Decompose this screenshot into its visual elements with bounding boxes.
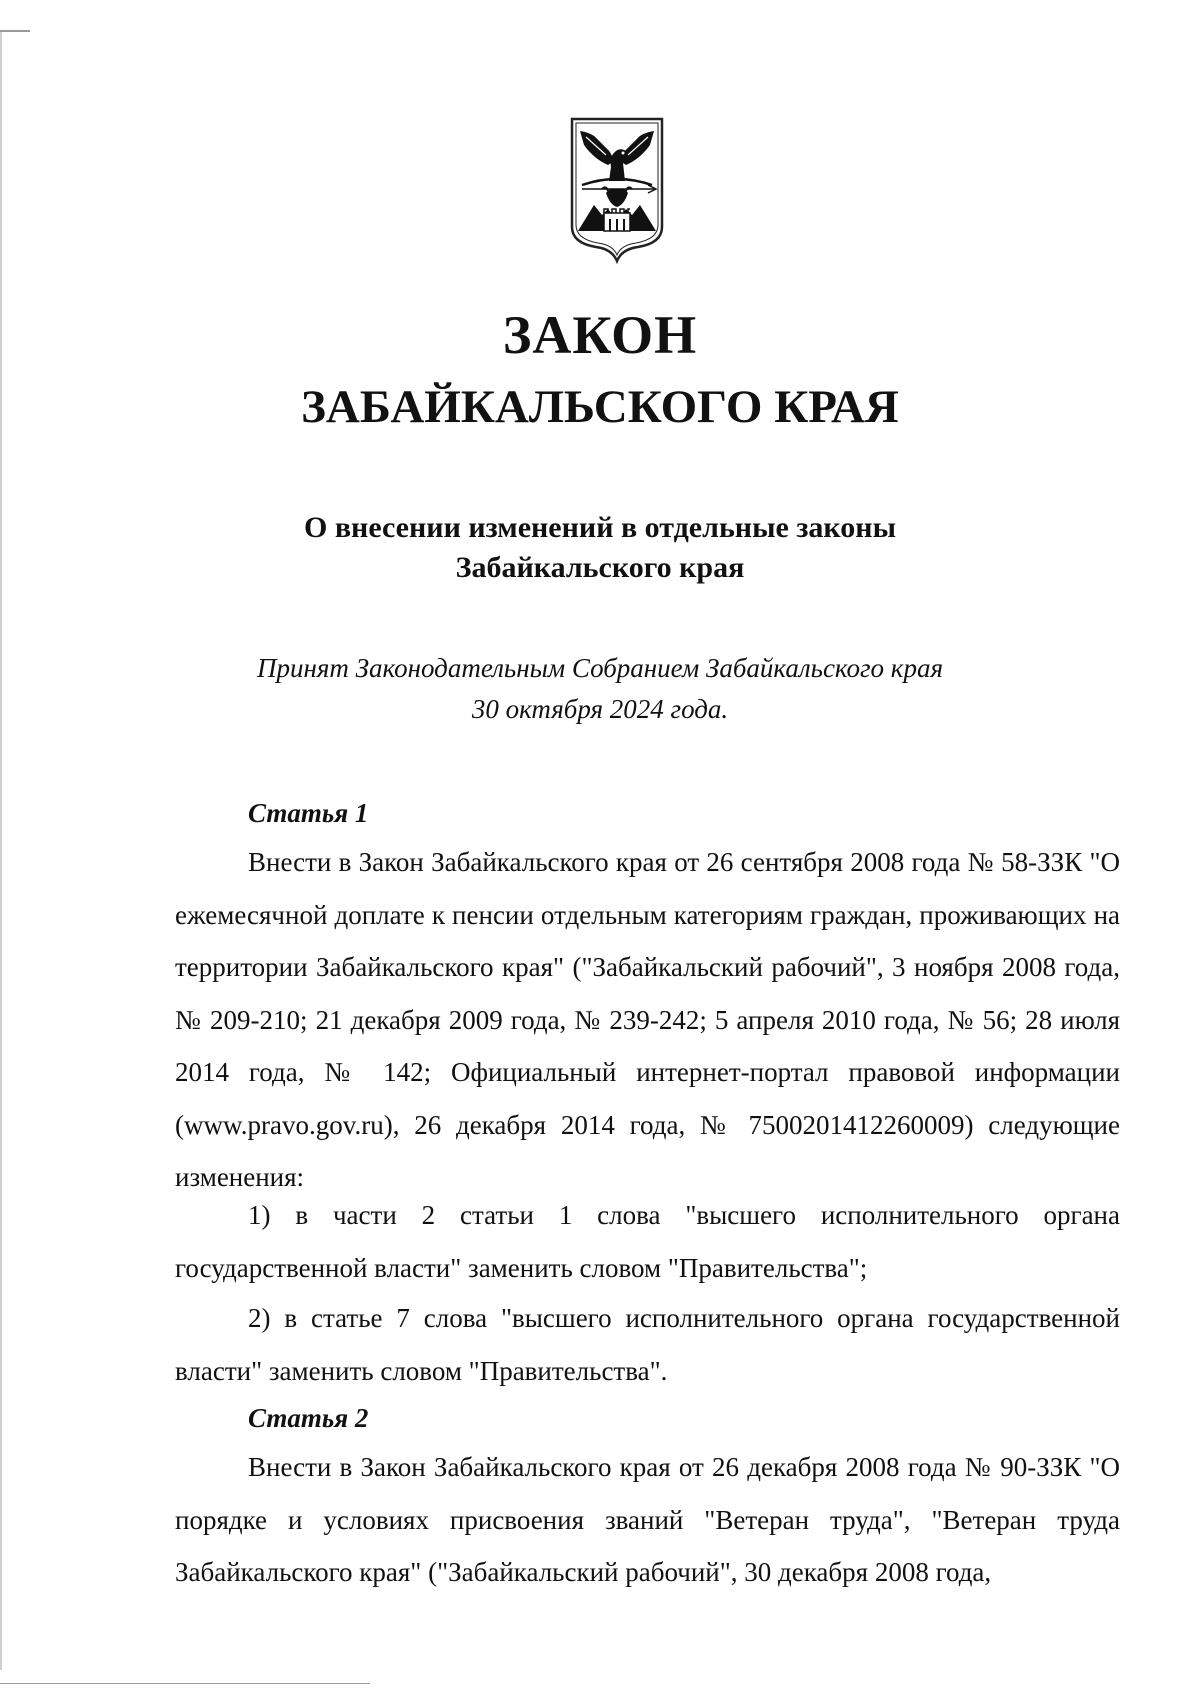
article-1-title: Статья 1 — [248, 798, 369, 828]
law-title: ЗАКОН — [502, 305, 698, 365]
adoption-note — [0, 648, 1200, 730]
article-1-item-1: 1) в части 2 статьи 1 слова "высшего исполнительного органа государственной власти" заменить словом "Правительства"; — [175, 1200, 1120, 1283]
law-subject — [0, 508, 1200, 588]
law-subject-line: О внесении изменений в отдельные законы — [304, 511, 896, 544]
scan-edge-top — [0, 30, 30, 32]
article-2-title: Статья 2 — [248, 1403, 369, 1433]
article-2-paragraph: Внести в Закон Забайкальского края от 26 декабря 2008 года № 90-ЗЗК "О порядке и условиях присвоения званий "Ветеран труда", "Ветеран труда Забайкальского края" ("Забайкальский рабочий", 30 декабря 2008 года, — [175, 1452, 1120, 1587]
article-1-paragraph: Внести в Закон Забайкальского края от 26 сентября 2008 года № 58-ЗЗК "О ежемесячной доплате к пенсии отдельным категориям граждан, проживающих на территории Забайкальского края" ("Забайкальский рабочий", 3 ноября 2008 года, № 209-210; 21 декабря 2009 года, № 239-242; 5 апреля 2010 года, № 56; 28 июля 2014 года, № 142; Официальный интернет-портал правовой информации (www.pravo.gov.ru), 26 декабря 2014 года, № 7500201412260009) следующие изменения: — [175, 847, 1120, 1192]
law-region-title: ЗАБАЙКАЛЬСКОГО КРАЯ — [301, 381, 899, 433]
adoption-date: 30 октября 2024 года. — [471, 694, 729, 724]
scan-edge-left — [0, 30, 2, 1670]
scan-edge-bottom — [0, 1683, 370, 1684]
adoption-body: Принят Законодательным Собранием Забайкальского края — [256, 653, 943, 683]
article-1-item-2: 2) в статье 7 слова "высшего исполнительного органа государственной власти" заменить словом "Правительства". — [175, 1303, 1120, 1386]
law-subject-line: Забайкальского края — [455, 551, 745, 584]
zabaykalsky-krai-coat-of-arms-icon — [568, 115, 666, 265]
